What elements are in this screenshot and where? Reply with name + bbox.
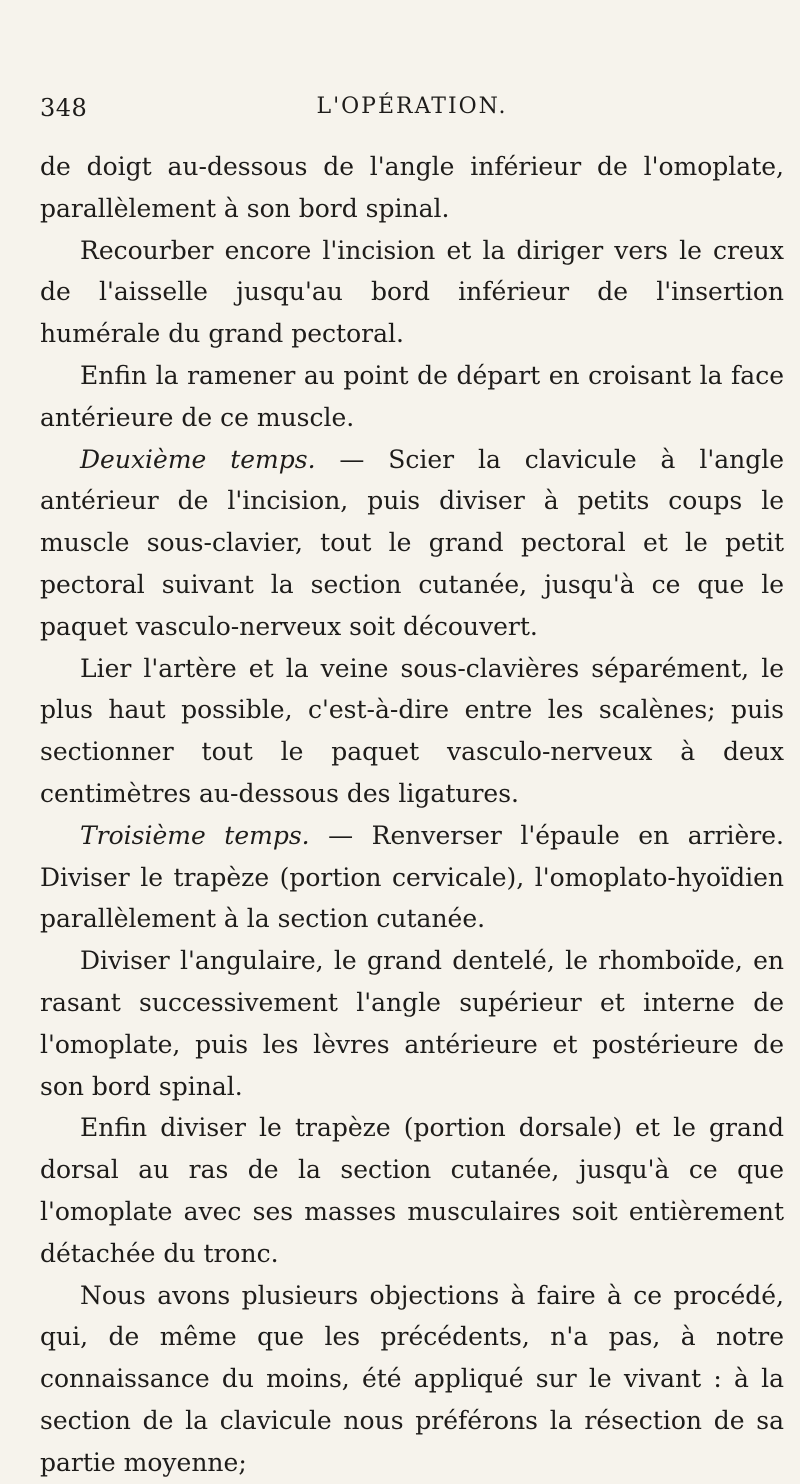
paragraph	[40, 230, 784, 355]
section-lead: Troisième temps.	[80, 820, 310, 850]
paragraph-deuxieme-temps	[40, 439, 784, 648]
paragraph-text: Nous avons plusieurs objections à faire à ce procédé, qui, de même que les précédents, n'a pas, à notre connaissance du moins, été appliqué sur le vivant : à la section de la clavicule nous préférons la résection de sa partie moyenne;	[40, 1280, 784, 1477]
paragraph-text: — Renverser l'épaule en arrière. Diviser le trapèze (portion cervicale), l'omoplato-hyoïdien parallèlement à la section cutanée.	[40, 820, 784, 934]
paragraph-troisieme-temps	[40, 815, 784, 940]
paragraph	[40, 1107, 784, 1274]
paragraph	[40, 1275, 784, 1484]
paragraph	[40, 940, 784, 1107]
paragraph-text: Lier l'artère et la veine sous-clavières séparément, le plus haut possible, c'est-à-dire entre les scalènes; puis sectionner tout le paquet vasculo-nerveux à deux centimètres au-dessous des ligatures.	[40, 653, 784, 808]
paragraph-text: de doigt au-dessous de l'angle inférieur de l'omoplate, parallèlement à son bord spinal.	[40, 152, 784, 223]
section-lead: Deuxième temps.	[80, 444, 316, 474]
body-text	[40, 146, 784, 1484]
paragraph-text: Enfin diviser le trapèze (portion dorsale) et le grand dorsal au ras de la section cutanée, jusqu'à ce que l'omoplate avec ses masses musculaires soit entièrement détachée du tronc.	[40, 1113, 784, 1268]
running-head	[40, 84, 784, 130]
page-number: 348	[40, 94, 88, 122]
paragraph	[40, 355, 784, 439]
paragraph-text: Recourber encore l'incision et la diriger vers le creux de l'aisselle jusqu'au bord inférieur de l'insertion humérale du grand pectoral.	[40, 235, 784, 349]
paragraph	[40, 648, 784, 815]
book-page	[40, 0, 784, 1477]
running-title: L'OPÉRATION.	[316, 94, 508, 119]
paragraph-text: — Scier la clavicule à l'angle antérieur de l'incision, puis diviser à petits coups le muscle sous-clavier, tout le grand pectoral et le petit pectoral suivant la section cutanée, jusqu'à ce que le paquet vasculo-nerveux soit découvert.	[40, 444, 784, 641]
paragraph-continuation	[40, 146, 784, 230]
paragraph-text: Diviser l'angulaire, le grand dentelé, le rhomboïde, en rasant successivement l'angle supérieur et interne de l'omoplate, puis les lèvres antérieure et postérieure de son bord spinal.	[40, 946, 784, 1101]
paragraph-text: Enfin la ramener au point de départ en croisant la face antérieure de ce muscle.	[40, 360, 784, 432]
